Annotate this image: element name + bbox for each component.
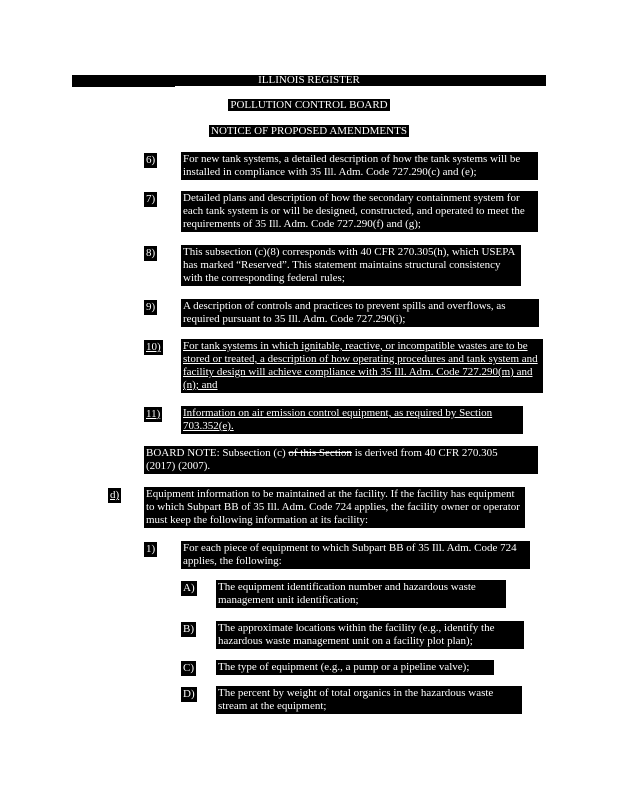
sub-c-label: C) <box>183 662 194 674</box>
board-title-text: POLLUTION CONTROL BOARD <box>230 99 388 111</box>
item-7-label: 7) <box>146 193 156 205</box>
section-d-label: d) <box>110 489 120 501</box>
item-11-text: Information on air emission control equipment, as required by Section 703.352(e). <box>181 406 523 434</box>
sub-a-label: A) <box>183 582 195 594</box>
notice-title-text: NOTICE OF PROPOSED AMENDMENTS <box>211 125 407 137</box>
item-9-text: A description of controls and practices to prevent spills and overflows, as required pursuant to 35 Ill. Adm. Code 727.290(i); <box>181 299 539 327</box>
notice-title <box>0 125 618 138</box>
board-note-tail: is derived from 40 CFR 270.305 <box>351 447 498 459</box>
sub-b-label: B) <box>183 623 194 635</box>
sub-1-text: For each piece of equipment to which Subpart BB of 35 Ill. Adm. Code 724 applies, the following: <box>181 541 530 569</box>
sub-1-label: 1) <box>146 543 156 555</box>
sub-b-text: The approximate locations within the facility (e.g., identify the hazardous waste management unit on a facility plot plan); <box>216 621 524 649</box>
sub-a-text: The equipment identification number and hazardous waste management unit identification; <box>216 580 506 608</box>
sub-d-text: The percent by weight of total organics in the hazardous waste stream at the equipment; <box>216 686 522 714</box>
item-7-text: Detailed plans and description of how the secondary containment system for each tank system is or will be designed, constructed, and operated to meet the requirements of 35 Ill. Adm. Code 727.290(f) and (g); <box>181 191 538 232</box>
board-note-struck: of this Section <box>288 447 352 459</box>
item-11-label: 11) <box>146 408 161 420</box>
section-d-text: Equipment information to be maintained at the facility. If the facility has equipment to which Subpart BB of 35 Ill. Adm. Code 724 applies, the facility owner or operator must keep the following information at its facility: <box>144 487 525 528</box>
register-title: ILLINOIS REGISTER <box>258 74 360 86</box>
item-6-label: 6) <box>146 154 156 166</box>
item-9-label: 9) <box>146 301 156 313</box>
item-10-text: For tank systems in which ignitable, reactive, or incompatible wastes are to be stored or treated, a description of how operating procedures and tank system and facility design will achieve compliance with 35 Ill. Adm. Code 727.290(m) and (n); and <box>181 339 543 393</box>
item-8-text: This subsection (c)(8) corresponds with 40 CFR 270.305(h), which USEPA has marked “Reserved”. This statement maintains structural consistency with the corresponding federal rules; <box>181 245 521 286</box>
sub-c-text: The type of equipment (e.g., a pump or a pipeline valve); <box>216 660 494 675</box>
item-8-label: 8) <box>146 247 156 259</box>
board-note <box>144 446 538 474</box>
item-6-text: For new tank systems, a detailed description of how the tank systems will be installed in compliance with 35 Ill. Adm. Code 727.290(c) and (e); <box>181 152 538 180</box>
item-10-label: 10) <box>146 341 161 353</box>
board-title <box>0 99 618 112</box>
board-note-lead: BOARD NOTE: Subsection (c) <box>146 447 289 459</box>
sub-d-label: D) <box>183 688 195 700</box>
board-note-year: (2017) (2007). <box>146 460 211 472</box>
